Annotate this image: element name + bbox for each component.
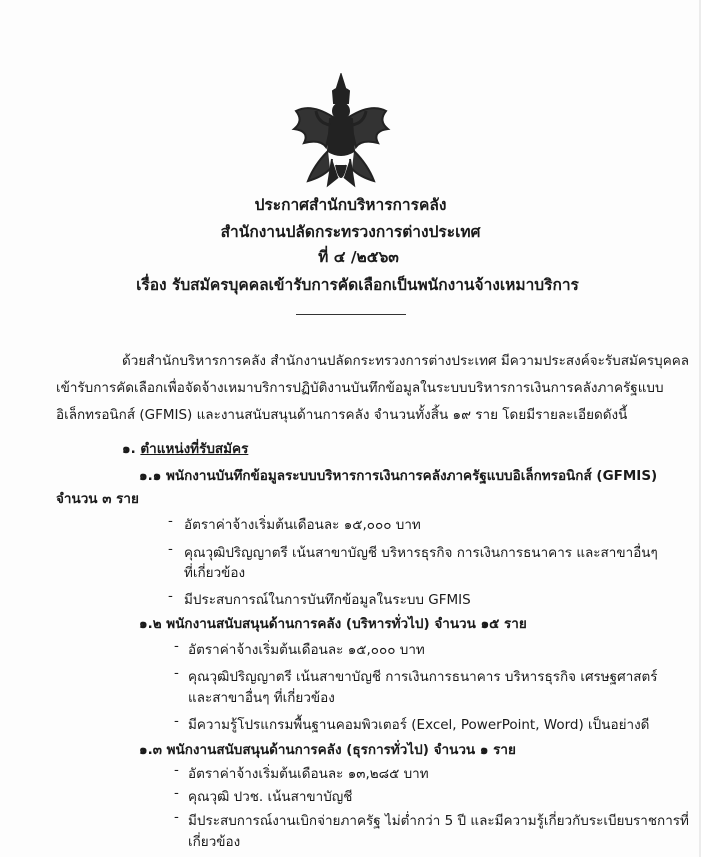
position-1-1-salary: อัตราค่าจ้างเริ่มต้นเดือนละ ๑๕,๐๐๐ บาท — [184, 517, 421, 533]
intro-line-1: ด้วยสำนักบริหารการคลัง สำนักงานปลัดกระทรวงการต่างประเทศ มีความประสงค์จะรับสมัครบุคคล — [122, 353, 690, 369]
position-1-3-qualification: คุณวุฒิ ปวช. เน้นสาขาบัญชี — [188, 789, 353, 805]
position-1-3-salary: อัตราค่าจ้างเริ่มต้นเดือนละ ๑๓,๒๘๕ บาท — [188, 766, 429, 782]
position-1-2-computer-skills: มีความรู้โปรแกรมพื้นฐานคอมพิวเตอร์ (Excel, PowerPoint, Word) เป็นอย่างดี — [188, 717, 650, 733]
announcement-heading: ประกาศสำนักบริหารการคลัง — [254, 196, 447, 214]
garuda-emblem-icon — [286, 73, 396, 191]
position-1-3-experience-cont: เกี่ยวข้อง — [188, 834, 241, 850]
position-1-2-title: ๑.๒ พนักงานสนับสนุนด้านการคลัง (บริหารทั่วไป) จำนวน ๑๕ ราย — [139, 616, 527, 632]
position-1-2-salary: อัตราค่าจ้างเริ่มต้นเดือนละ ๑๕,๐๐๐ บาท — [188, 642, 425, 658]
position-1-3-experience: มีประสบการณ์งานเบิกจ่ายภาครัฐ ไม่ต่ำกว่า 5 ปี และมีความรู้เกี่ยวกับระเบียบราชการที่ — [188, 813, 689, 829]
bullet-dash: - — [174, 638, 179, 654]
bullet-dash: - — [174, 665, 179, 681]
position-1-1-count: จำนวน ๓ ราย — [56, 491, 139, 507]
position-1-1-experience: มีประสบการณ์ในการบันทึกข้อมูลในระบบ GFMIS — [184, 592, 471, 608]
header-divider — [296, 314, 406, 315]
intro-line-3: อิเล็กทรอนิกส์ (GFMIS) และงานสนับสนุนด้านการคลัง จำนวนทั้งสิ้น ๑๙ ราย โดยมีรายละเอียดดังนี้ — [56, 407, 628, 423]
section-1-heading — [122, 437, 248, 459]
office-heading: สำนักงานปลัดกระทรวงการต่างประเทศ — [220, 223, 481, 241]
position-1-3-title: ๑.๓ พนักงานสนับสนุนด้านการคลัง (ธุรการทั่วไป) จำนวน ๑ ราย — [139, 742, 516, 758]
bullet-dash: - — [168, 513, 173, 529]
section-1-number: ๑. — [122, 441, 136, 457]
intro-line-2: เข้ารับการคัดเลือกเพื่อจัดจ้างเหมาบริการปฏิบัติงานบันทึกข้อมูลในระบบบริหารการเงินการคลังภาครัฐแบบ — [56, 380, 664, 396]
announcement-subject: เรื่อง รับสมัครบุคคลเข้ารับการคัดเลือกเป็นพนักงานจ้างเหมาบริการ — [136, 276, 579, 294]
bullet-dash: - — [174, 785, 179, 801]
bullet-dash: - — [168, 588, 173, 604]
position-1-2-qualification: คุณวุฒิปริญญาตรี เน้นสาขาบัญชี การเงินการธนาคาร บริหารธุรกิจ เศรษฐศาสตร์ — [188, 669, 658, 685]
position-1-1-qualification: คุณวุฒิปริญญาตรี เน้นสาขาบัญชี บริหารธุรกิจ การเงินการธนาคาร และสาขาอื่นๆ — [184, 545, 658, 561]
bullet-dash: - — [174, 762, 179, 778]
position-1-2-qualification-cont: และสาขาอื่นๆ ที่เกี่ยวข้อง — [188, 690, 335, 706]
position-1-1-qualification-cont: ที่เกี่ยวข้อง — [184, 565, 246, 581]
bullet-dash: - — [168, 541, 173, 557]
bullet-dash: - — [174, 809, 179, 825]
bullet-dash: - — [174, 713, 179, 729]
position-1-1-title: ๑.๑ พนักงานบันทึกข้อมูลระบบบริหารการเงินการคลังภาครัฐแบบอิเล็กทรอนิกส์ (GFMIS) — [139, 468, 658, 484]
section-1-title: ตำแหน่งที่รับสมัคร — [140, 441, 249, 457]
announcement-number: ที่ ๔ /๒๕๖๓ — [318, 248, 399, 266]
